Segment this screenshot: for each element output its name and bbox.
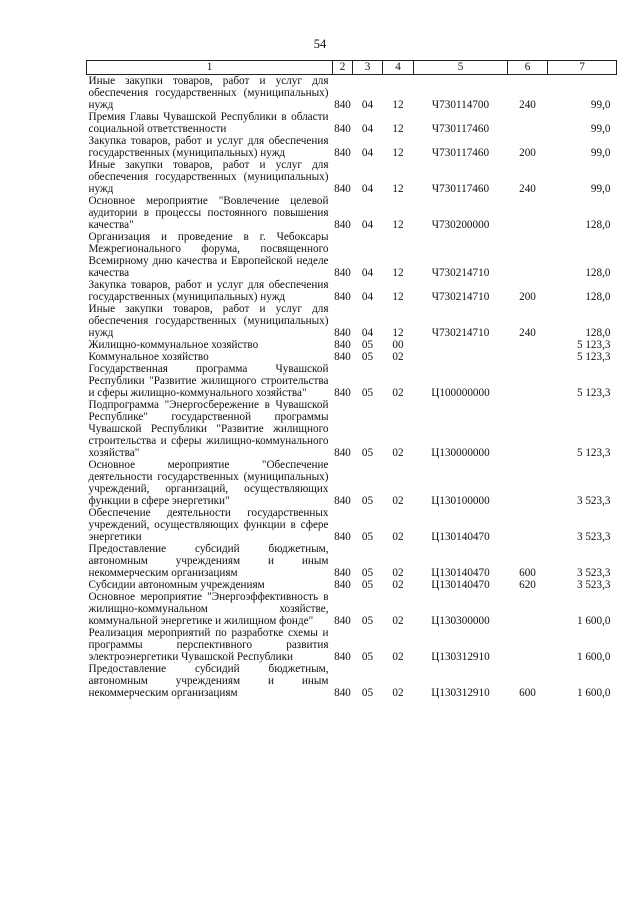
subsection-code-cell: 12	[392, 183, 404, 195]
amount-cell: 5 123,3	[576, 447, 611, 459]
section-code-cell: 05	[361, 579, 374, 591]
table-header-row	[87, 61, 617, 75]
target-article-cell: Ч730117460	[431, 147, 490, 159]
item-name-cell: Основное мероприятие "Обеспечение деятельности государственных (муниципальных) учреждений, организаций, осуществляющих функции в сфере энергетики"	[88, 459, 329, 507]
table-body	[87, 75, 617, 700]
header-col-1: 1	[87, 61, 333, 75]
header-col-3: 3	[353, 61, 383, 75]
amount-cell: 5 123,3	[576, 387, 611, 399]
expense-type-cell	[508, 399, 548, 459]
ministry-code-cell: 840	[334, 219, 351, 231]
expense-type-cell: 240	[519, 327, 536, 339]
subsection-code-cell: 02	[392, 387, 404, 399]
target-article-cell: Ц130312910	[431, 687, 490, 699]
item-name-cell: Иные закупки товаров, работ и услуг для обеспечения государственных (муниципальных) нужд	[88, 75, 329, 111]
item-name-cell: Закупка товаров, работ и услуг для обеспечения государственных (муниципальных) нужд	[88, 279, 329, 303]
ministry-code-cell: 840	[334, 651, 351, 663]
budget-table	[86, 60, 617, 699]
section-code-cell: 05	[361, 387, 374, 399]
subsection-code-cell: 12	[392, 267, 404, 279]
section-code-cell: 05	[361, 651, 374, 663]
amount-cell: 128,0	[585, 219, 611, 231]
amount-cell: 3 523,3	[576, 495, 611, 507]
expense-type-cell	[508, 591, 548, 627]
item-name-cell: Предоставление субсидий бюджетным, автономным учреждениям и иным некоммерческим организациям	[88, 543, 329, 579]
target-article-cell: Ч730214710	[431, 291, 490, 303]
table-row	[87, 159, 617, 195]
amount-cell: 3 523,3	[576, 579, 611, 591]
expense-type-cell	[508, 231, 548, 279]
ministry-code-cell: 840	[334, 447, 351, 459]
target-article-cell: Ц130140470	[431, 531, 490, 543]
target-article-cell: Ц130000000	[431, 447, 490, 459]
amount-cell: 99,0	[590, 123, 611, 135]
subsection-code-cell: 12	[392, 123, 404, 135]
table-row	[87, 399, 617, 459]
amount-cell: 1 600,0	[576, 687, 611, 699]
ministry-code-cell: 840	[334, 531, 351, 543]
ministry-code-cell: 840	[334, 387, 351, 399]
ministry-code-cell: 840	[334, 615, 351, 627]
ministry-code-cell: 840	[334, 351, 351, 363]
subsection-code-cell: 12	[392, 147, 404, 159]
table-row	[87, 543, 617, 579]
expense-type-cell	[508, 339, 548, 351]
target-article-cell: Ц130312910	[431, 651, 490, 663]
header-col-2: 2	[333, 61, 353, 75]
item-name-cell: Организация и проведение в г. Чебоксары Межрегионального форума, посвященного Всемирному дню качества и Европейской неделе качества	[88, 231, 329, 279]
ministry-code-cell: 840	[334, 339, 351, 351]
subsection-code-cell: 02	[392, 531, 404, 543]
expense-type-cell: 240	[519, 99, 536, 111]
section-code-cell: 05	[361, 351, 374, 363]
target-article-cell: Ц130140470	[431, 567, 490, 579]
table-row	[87, 303, 617, 339]
target-article-cell: Ч730214710	[431, 327, 490, 339]
subsection-code-cell: 02	[392, 495, 404, 507]
ministry-code-cell: 840	[334, 183, 351, 195]
item-name-cell: Иные закупки товаров, работ и услуг для обеспечения государственных (муниципальных) нужд	[88, 303, 329, 339]
amount-cell: 5 123,3	[576, 351, 611, 363]
item-name-cell: Иные закупки товаров, работ и услуг для обеспечения государственных (муниципальных) нужд	[88, 159, 329, 195]
item-name-cell: Основное мероприятие "Энергоэффективность в жилищно-коммунальном хозяйстве, коммунальной энергетике и жилищном фонде"	[88, 591, 329, 627]
section-code-cell: 04	[361, 99, 374, 111]
subsection-code-cell: 02	[392, 579, 404, 591]
amount-cell: 5 123,3	[576, 339, 611, 351]
table-row	[87, 591, 617, 627]
table-row	[87, 507, 617, 543]
subsection-code-cell: 12	[392, 327, 404, 339]
section-code-cell: 05	[361, 687, 374, 699]
subsection-code-cell: 02	[392, 651, 404, 663]
expense-type-cell: 240	[519, 183, 536, 195]
subsection-code-cell: 02	[392, 567, 404, 579]
ministry-code-cell: 840	[334, 687, 351, 699]
item-name-cell: Закупка товаров, работ и услуг для обеспечения государственных (муниципальных) нужд	[88, 135, 329, 159]
section-code-cell: 05	[361, 567, 374, 579]
amount-cell: 1 600,0	[576, 615, 611, 627]
section-code-cell: 04	[361, 267, 374, 279]
target-article-cell: Ц130300000	[431, 615, 490, 627]
table-row	[87, 459, 617, 507]
table-row	[87, 231, 617, 279]
table-row	[87, 627, 617, 663]
ministry-code-cell: 840	[334, 99, 351, 111]
expense-type-cell: 600	[519, 567, 536, 579]
ministry-code-cell: 840	[334, 579, 351, 591]
section-code-cell: 04	[361, 219, 374, 231]
ministry-code-cell: 840	[334, 567, 351, 579]
item-name-cell: Реализация мероприятий по разработке схемы и программы перспективного развития электроэнергетики Чувашской Республики	[88, 627, 329, 663]
item-name-cell: Обеспечение деятельности государственных учреждений, осуществляющих функции в сфере энергетики	[88, 507, 329, 543]
section-code-cell: 05	[361, 615, 374, 627]
target-article-cell: Ч730114700	[431, 99, 490, 111]
table-row	[87, 135, 617, 159]
item-name-cell: Премия Главы Чувашской Республики в области социальной ответственности	[88, 111, 329, 135]
subsection-code-cell: 02	[392, 687, 404, 699]
expense-type-cell	[508, 111, 548, 135]
target-article-cell: Ц130140470	[431, 579, 490, 591]
amount-cell: 1 600,0	[576, 651, 611, 663]
item-name-cell: Коммунальное хозяйство	[88, 351, 209, 363]
header-col-5: 5	[414, 61, 508, 75]
section-code-cell: 04	[361, 291, 374, 303]
expense-type-cell	[508, 351, 548, 363]
ministry-code-cell: 840	[334, 327, 351, 339]
item-name-cell: Субсидии автономным учреждениям	[88, 579, 265, 591]
section-code-cell: 05	[361, 339, 374, 351]
amount-cell: 99,0	[590, 183, 611, 195]
ministry-code-cell: 840	[334, 123, 351, 135]
item-name-cell: Жилищно-коммунальное хозяйство	[88, 339, 259, 351]
table-row	[87, 75, 617, 112]
section-code-cell: 05	[361, 447, 374, 459]
target-article-cell: Ч730117460	[431, 183, 490, 195]
item-name-cell: Государственная программа Чувашской Республики "Развитие жилищного строительства и сферы жилищно-коммунального хозяйства"	[88, 363, 329, 399]
target-article-cell	[414, 351, 508, 363]
subsection-code-cell: 02	[392, 351, 404, 363]
section-code-cell: 04	[361, 123, 374, 135]
expense-type-cell: 200	[519, 147, 536, 159]
item-name-cell: Основное мероприятие "Вовлечение целевой аудитории в процессы постоянного повышения качества"	[88, 195, 329, 231]
target-article-cell: Ц100000000	[431, 387, 490, 399]
amount-cell: 99,0	[590, 99, 611, 111]
ministry-code-cell: 840	[334, 291, 351, 303]
amount-cell: 128,0	[585, 327, 611, 339]
section-code-cell: 04	[361, 183, 374, 195]
amount-cell: 128,0	[585, 291, 611, 303]
amount-cell: 99,0	[590, 147, 611, 159]
table-row	[87, 339, 617, 351]
ministry-code-cell: 840	[334, 495, 351, 507]
target-article-cell: Ч730117460	[431, 123, 490, 135]
expense-type-cell	[508, 627, 548, 663]
subsection-code-cell: 12	[392, 219, 404, 231]
expense-type-cell	[508, 195, 548, 231]
expense-type-cell: 600	[519, 687, 536, 699]
ministry-code-cell: 840	[334, 147, 351, 159]
expense-type-cell: 620	[519, 579, 536, 591]
expense-type-cell	[508, 507, 548, 543]
section-code-cell: 05	[361, 531, 374, 543]
table-row	[87, 579, 617, 591]
target-article-cell: Ц130100000	[431, 495, 490, 507]
subsection-code-cell: 02	[392, 447, 404, 459]
subsection-code-cell: 12	[392, 291, 404, 303]
section-code-cell: 04	[361, 147, 374, 159]
table-row	[87, 351, 617, 363]
item-name-cell: Предоставление субсидий бюджетным, автономным учреждениям и иным некоммерческим организациям	[88, 663, 329, 699]
amount-cell: 3 523,3	[576, 531, 611, 543]
header-col-6: 6	[508, 61, 548, 75]
page-number: 54	[313, 37, 327, 51]
expense-type-cell	[508, 363, 548, 399]
table-row	[87, 363, 617, 399]
target-article-cell: Ч730200000	[431, 219, 490, 231]
amount-cell: 128,0	[585, 267, 611, 279]
expense-type-cell	[508, 459, 548, 507]
target-article-cell: Ч730214710	[431, 267, 490, 279]
subsection-code-cell: 12	[392, 99, 404, 111]
target-article-cell	[414, 339, 508, 351]
subsection-code-cell: 00	[392, 339, 404, 351]
header-col-4: 4	[383, 61, 414, 75]
table-row	[87, 195, 617, 231]
amount-cell: 3 523,3	[576, 567, 611, 579]
section-code-cell: 04	[361, 327, 374, 339]
header-col-7: 7	[548, 61, 617, 75]
table-row	[87, 111, 617, 135]
subsection-code-cell: 02	[392, 615, 404, 627]
item-name-cell: Подпрограмма "Энергосбережение в Чувашской Республике" государственной программы Чувашской Республики "Развитие жилищного строительства и сферы жилищно-коммунального хозяйства"	[88, 399, 329, 459]
ministry-code-cell: 840	[334, 267, 351, 279]
table-row	[87, 663, 617, 699]
expense-type-cell: 200	[519, 291, 536, 303]
section-code-cell: 05	[361, 495, 374, 507]
table-row	[87, 279, 617, 303]
